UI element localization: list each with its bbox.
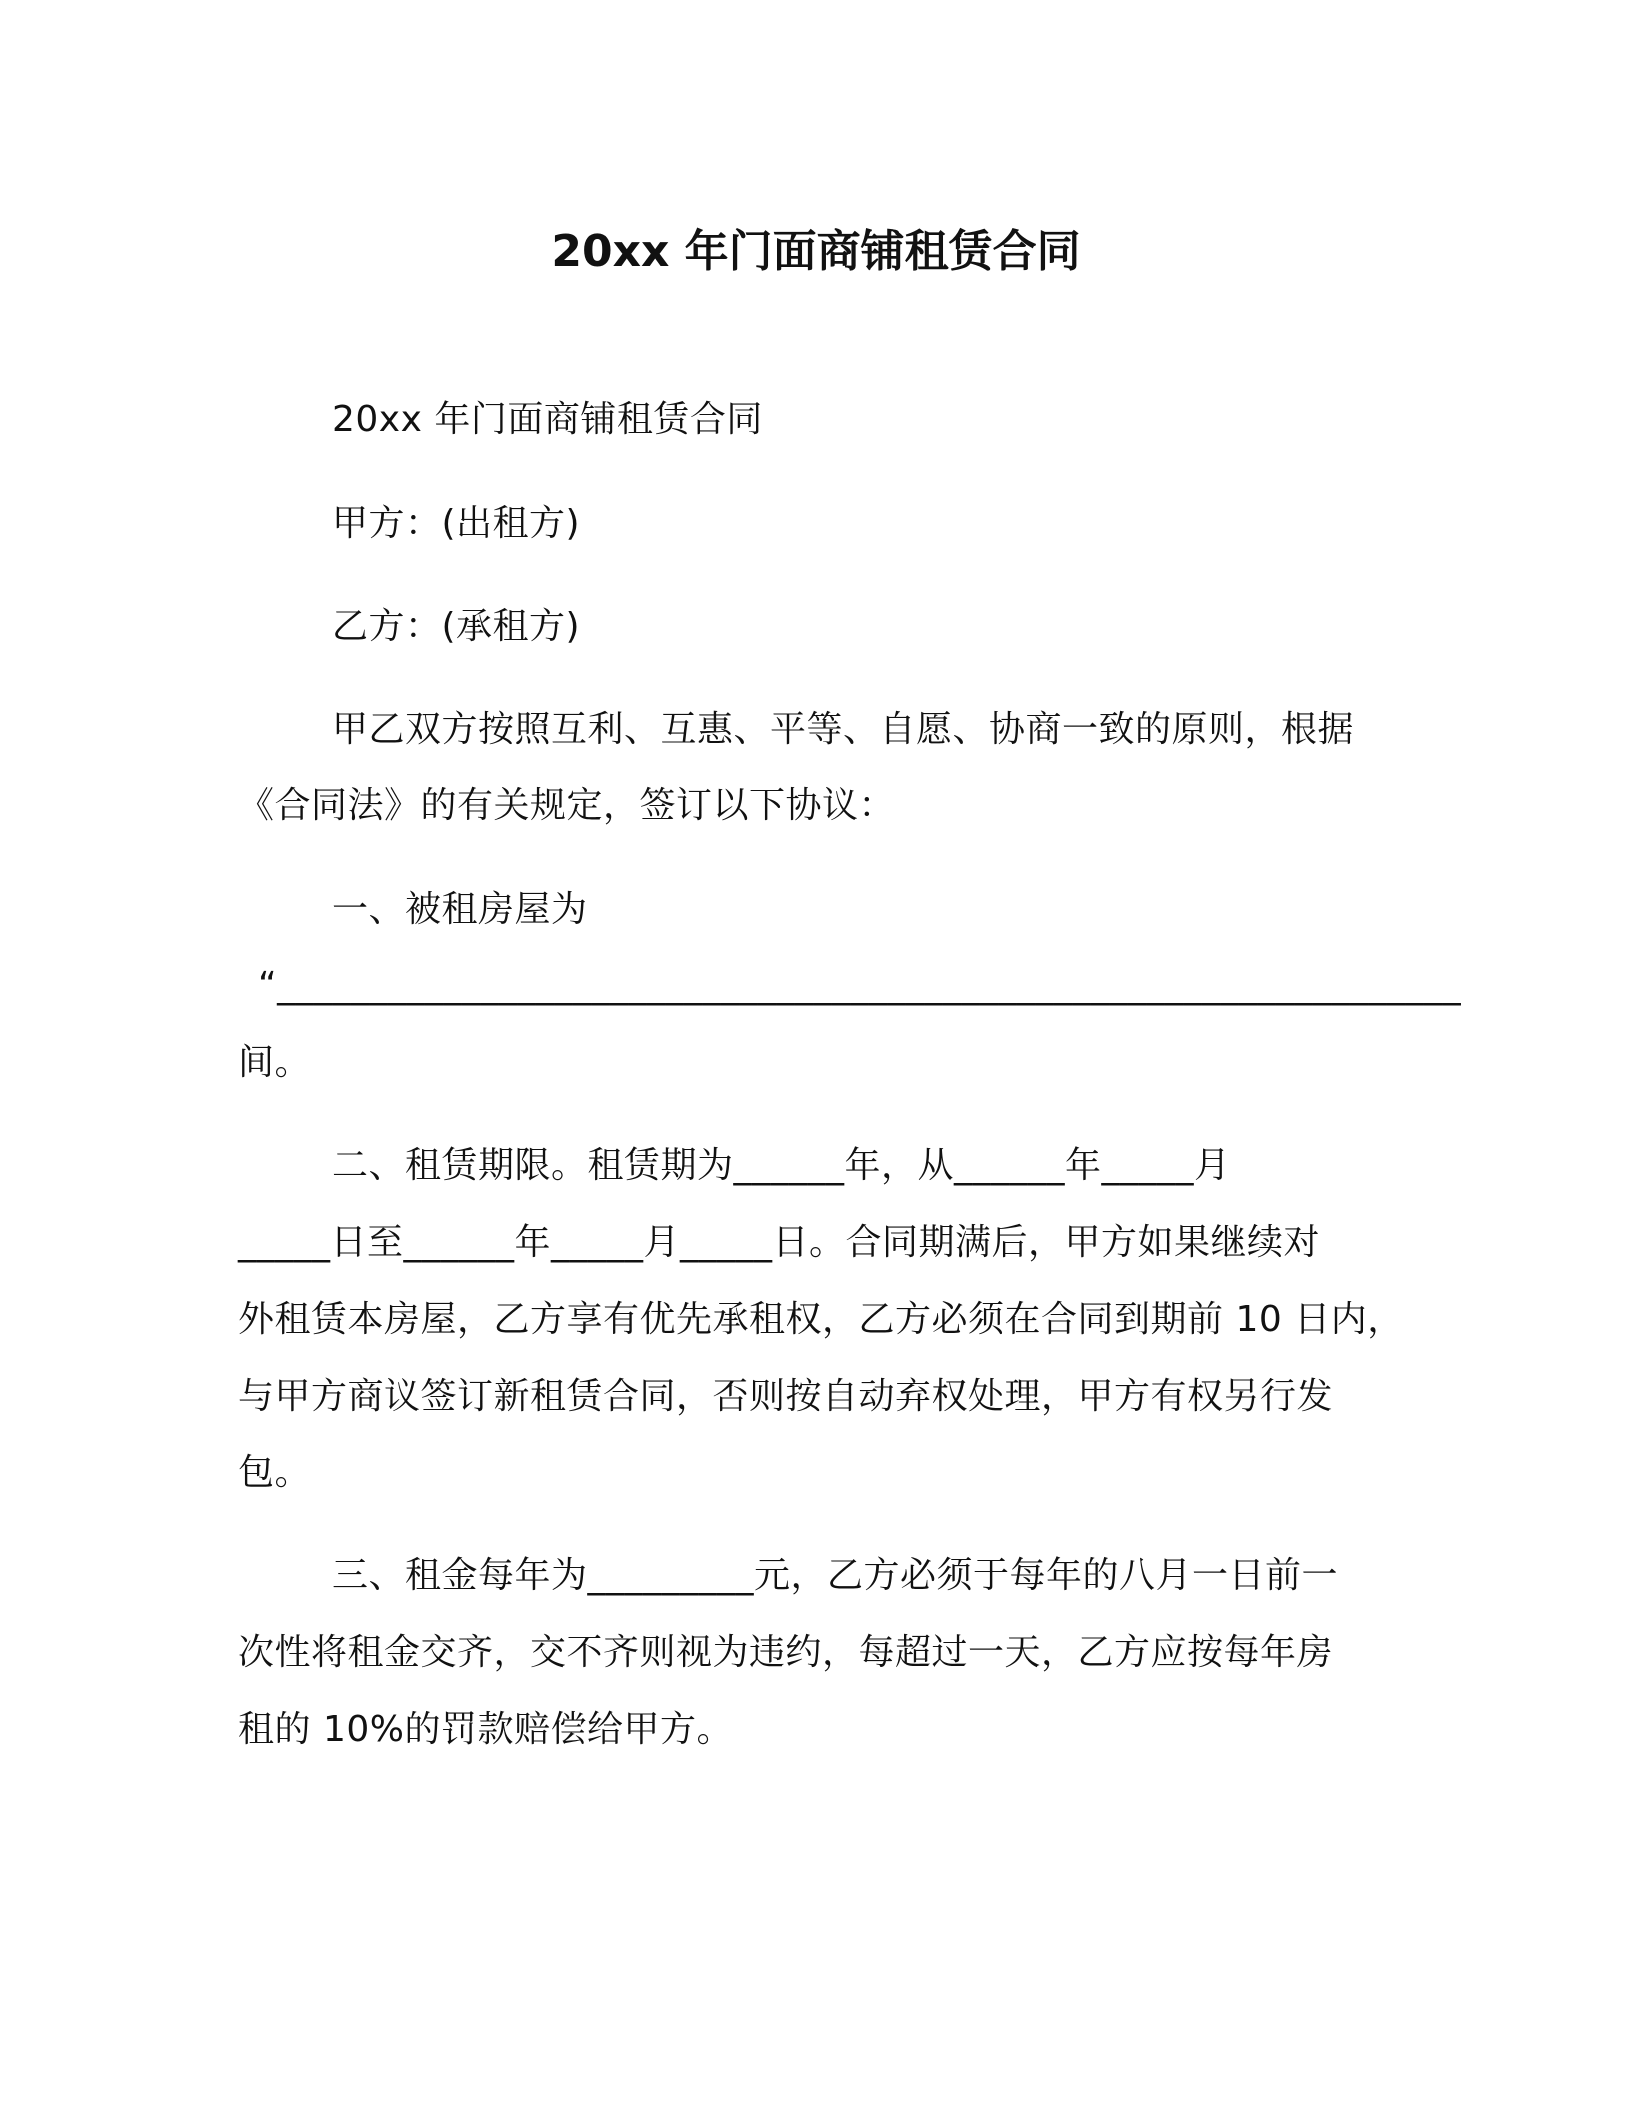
clause-3-line: 次性将租金交齐，交不齐则视为违约，每超过一天，乙方应按每年房	[238, 1632, 1334, 1673]
party-a-line: 甲方：(出租方)	[332, 503, 581, 544]
clause-2-line: 与甲方商议签订新租赁合同，否则按自动弃权处理，甲方有权另行发	[238, 1376, 1334, 1417]
document-title: 20xx 年门面商铺租赁合同	[551, 226, 1081, 277]
intro-line: 《合同法》的有关规定，签订以下协议：	[238, 785, 896, 826]
clause-1-line: 间。	[238, 1042, 312, 1083]
clause-1-line: 一、被租房屋为	[332, 889, 588, 930]
clause-3-line: 租的 10%的罚款赔偿给甲方。	[238, 1709, 733, 1750]
clause-2-line: _____日至______年_____月_____日。合同期满后，甲方如果继续对	[238, 1222, 1321, 1263]
clause-1-line: “________________________________________________________________	[258, 965, 1462, 1006]
party-b-line: 乙方：(承租方)	[332, 606, 581, 647]
clause-2-line: 包。	[238, 1452, 312, 1493]
intro-line: 甲乙双方按照互利、互惠、平等、自愿、协商一致的原则，根据	[332, 709, 1355, 750]
clause-2-line: 二、租赁期限。租赁期为______年，从______年_____月	[332, 1145, 1231, 1186]
clause-2-line: 外租赁本房屋，乙方享有优先承租权，乙方必须在合同到期前 10 日内，	[238, 1299, 1404, 1340]
clause-3-line: 三、租金每年为_________元，乙方必须于每年的八月一日前一	[332, 1555, 1339, 1596]
document-subtitle: 20xx 年门面商铺租赁合同	[332, 399, 763, 440]
